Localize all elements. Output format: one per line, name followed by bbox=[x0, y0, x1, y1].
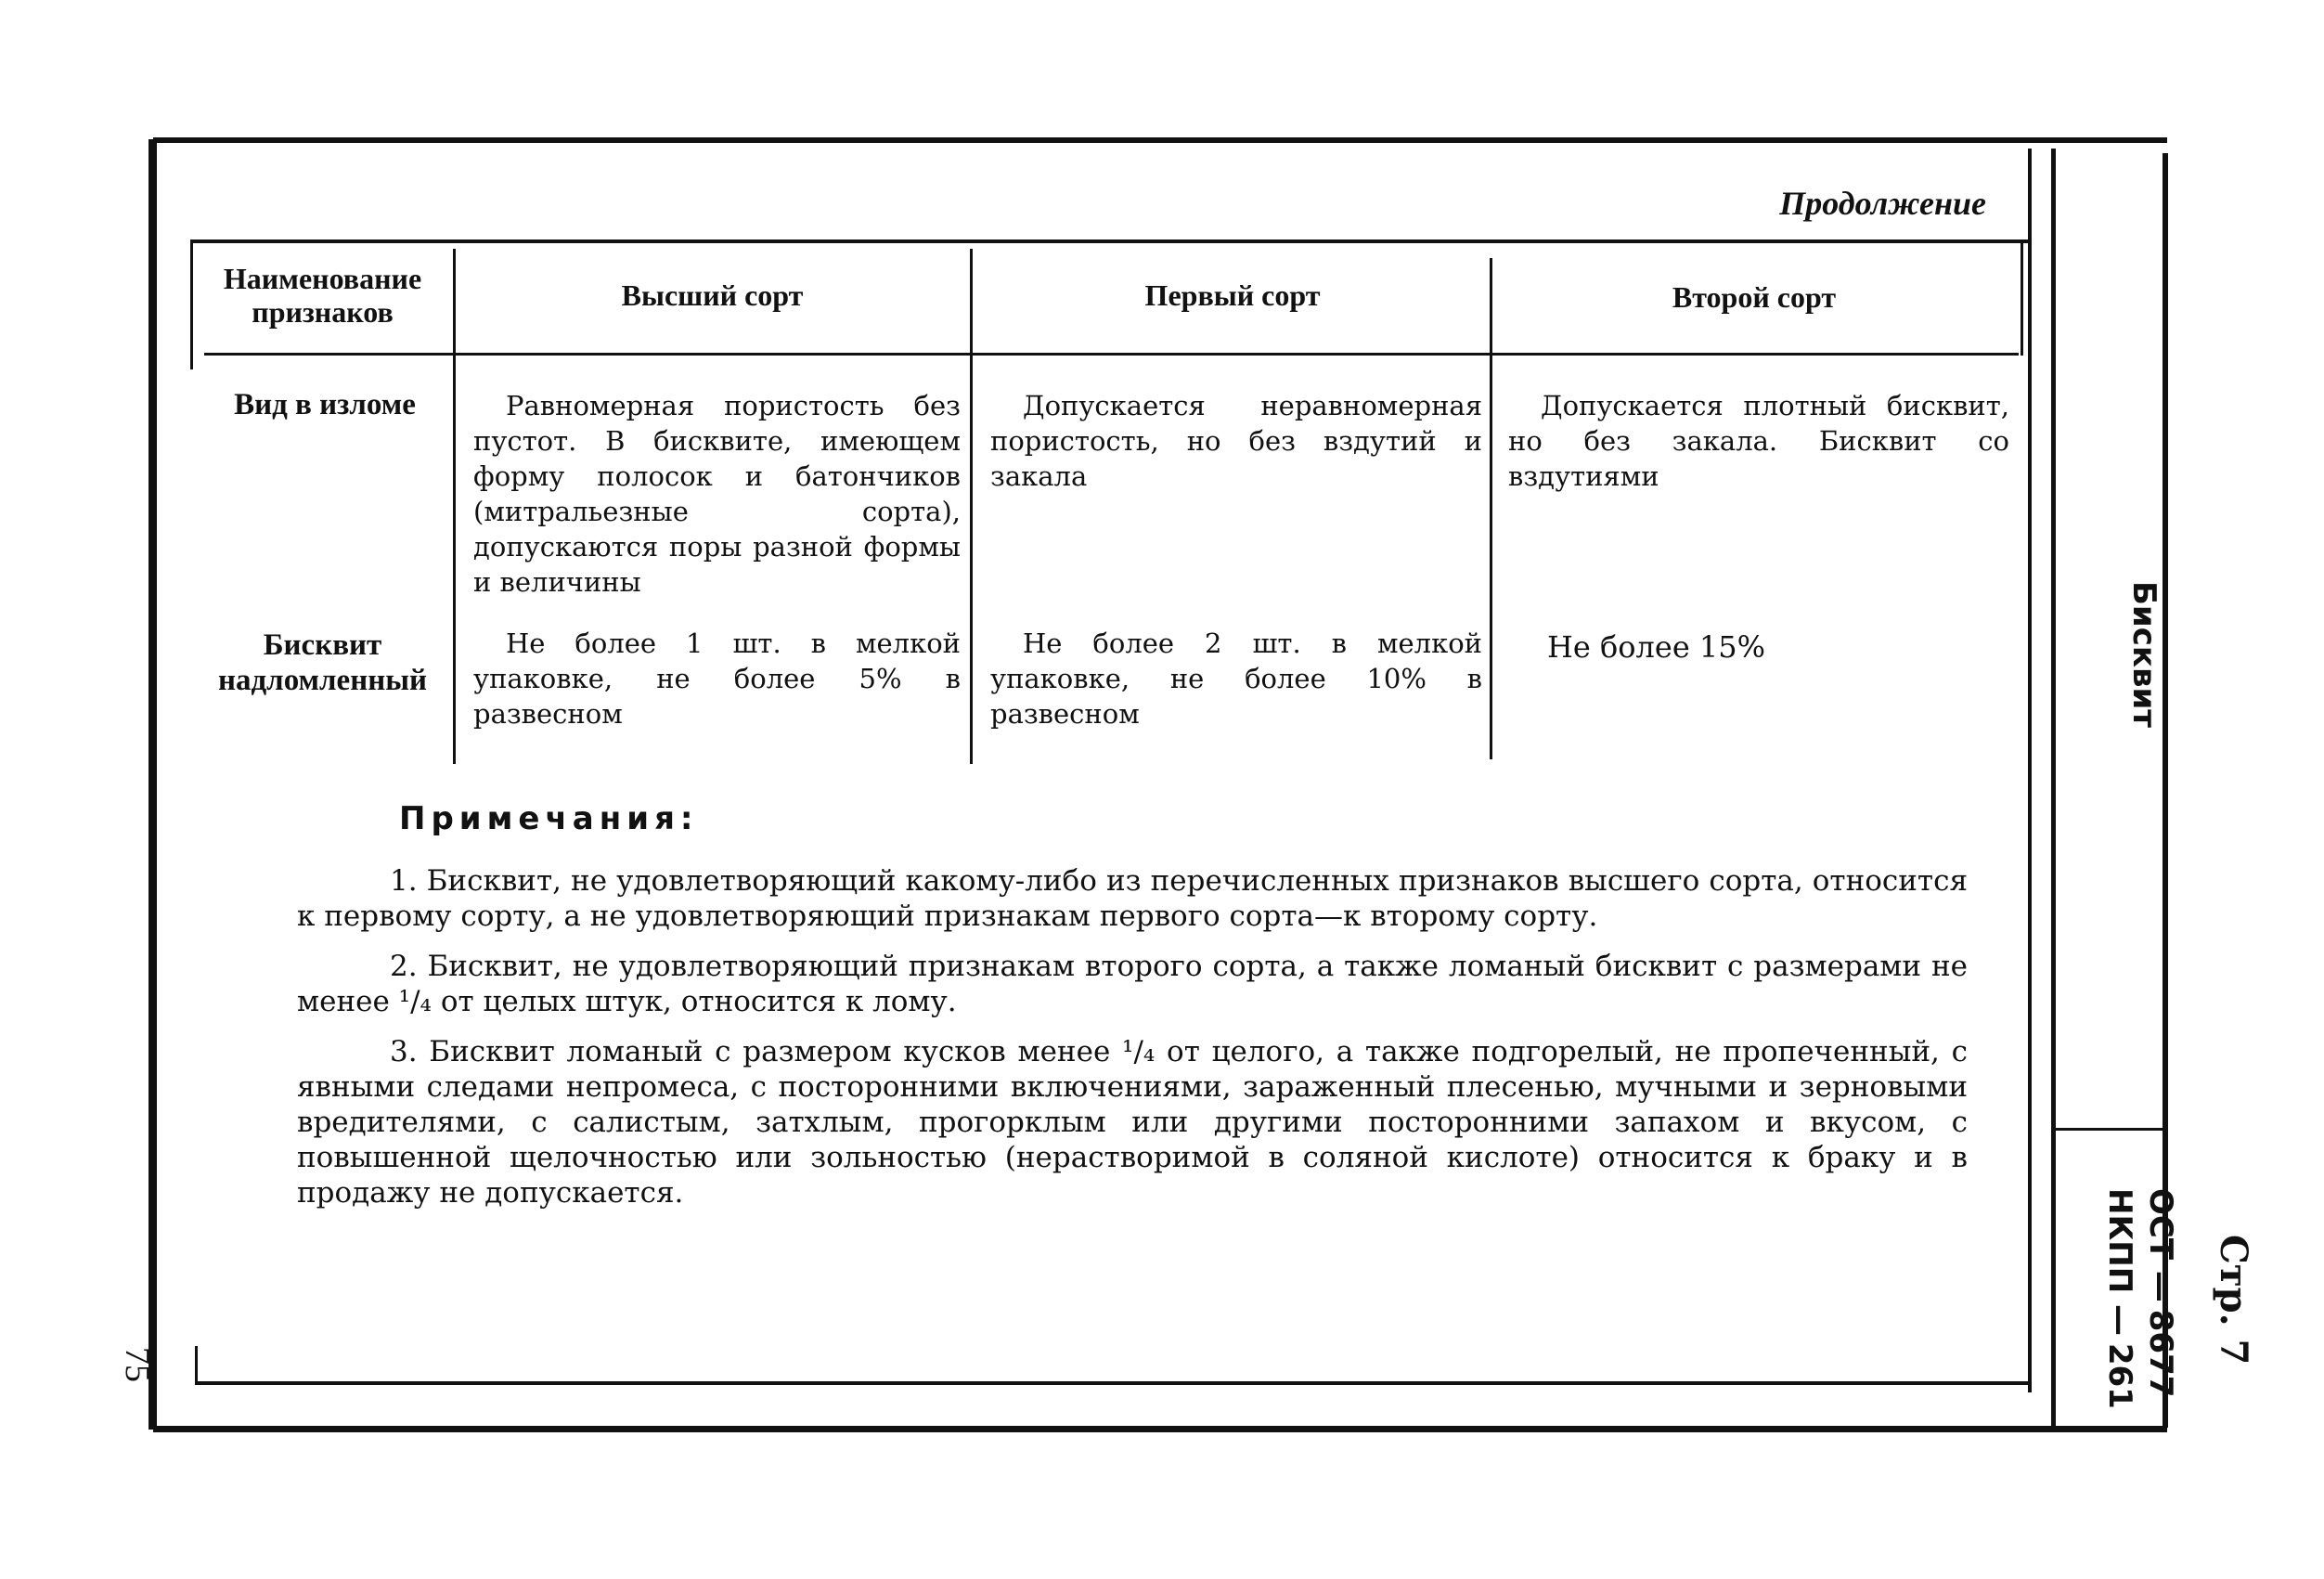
ost-bottom-number: 261 bbox=[2101, 1342, 2138, 1409]
table-top-rule bbox=[190, 239, 2028, 243]
cell-cracked-highest: Не более 1 шт. в мелкой упаковке, не более 5% в развесном bbox=[473, 628, 961, 730]
note-item: 1. Бисквит, не удовлетворяющий какому-либо из перечисленных признаков высшего сорта, относится к первому сорту, а не удовлетворяющий признакам первого сорта—к второму сорту. bbox=[297, 864, 1968, 933]
grades-table bbox=[190, 239, 2028, 759]
ost-dash: — bbox=[2101, 1304, 2138, 1336]
ost-top-number: 8677 bbox=[2142, 1309, 2179, 1398]
cell-cracked-second: Не более 15% bbox=[1547, 629, 1766, 665]
frame-side-border bbox=[2051, 149, 2056, 1430]
table-left-rule bbox=[190, 239, 193, 369]
page-label: Стр. 7 bbox=[2212, 1235, 2255, 1365]
page-number: 75 bbox=[118, 1347, 157, 1382]
ost-top-label: ОСТ bbox=[2142, 1188, 2179, 1261]
column-header-name: Наименование признаков bbox=[223, 262, 422, 329]
note-item: 2. Бисквит, не удовлетворяющий признакам второго сорта, а также ломаный бисквит с размерами не менее ¹/₄ от целых штук, относится к лому. bbox=[297, 950, 1968, 1018]
frame-top-border bbox=[153, 137, 2167, 143]
side-title: Бисквит bbox=[2125, 580, 2163, 728]
frame-bottom-border bbox=[153, 1426, 2167, 1432]
ost-separator bbox=[2053, 1128, 2164, 1131]
ost-dash: — bbox=[2142, 1270, 2179, 1302]
notes-title: Примечания: bbox=[399, 800, 699, 837]
table-right-rule bbox=[2021, 239, 2023, 356]
ost-designation bbox=[2088, 1188, 2181, 1430]
table-column-rule bbox=[1490, 258, 1492, 759]
cell-fracture-second: Допускается плотный бисквит, но без закала. Бисквит со вздутиями bbox=[1508, 390, 2009, 492]
row-name-cracked: Бисквит надломленный bbox=[217, 628, 428, 697]
note-item: 3. Бисквит ломаный с размером кусков менее ¹/₄ от целого, а также подгорелый, не пропеченный, с явными следами непромеса, с посторонними включениями, зараженный плесенью, мучными и зерновыми вредителями, с салистым, затхлым, прогорклым или другими посторонними запахом и вкусом, с повышенной щелочностью или зольностью (нерастворимой в соляной кислоте) относится к браку и в продажу не допускается. bbox=[297, 1035, 1968, 1210]
ost-bottom-label: НКПП bbox=[2101, 1188, 2138, 1294]
column-header-highest: Высший сорт bbox=[621, 278, 804, 312]
row-name-fracture: Вид в изломе bbox=[234, 388, 416, 421]
column-header-second: Второй сорт bbox=[1672, 280, 1837, 314]
frame-inner-right-border bbox=[2028, 149, 2032, 1392]
table-column-rule bbox=[970, 249, 973, 764]
table-header-rule bbox=[204, 353, 2019, 356]
cell-fracture-highest: Равномерная пористость без пустот. В бисквите, имеющем форму полосок и батончиков (митральезные сорта), допускаются поры разной формы и величины bbox=[473, 390, 961, 598]
cell-cracked-first: Не более 2 шт. в мелкой упаковке, не более 10% в развесном bbox=[990, 628, 1482, 730]
frame-inner-bottom-border bbox=[195, 1381, 2028, 1385]
continuation-label: Продолжение bbox=[1779, 185, 1986, 222]
cell-fracture-first: Допускается неравномерная пористость, но без вздутий и закала bbox=[990, 390, 1482, 492]
frame-inner-left-tick bbox=[195, 1346, 198, 1383]
column-header-first: Первый сорт bbox=[1144, 278, 1321, 312]
frame-left-border bbox=[148, 139, 157, 1430]
